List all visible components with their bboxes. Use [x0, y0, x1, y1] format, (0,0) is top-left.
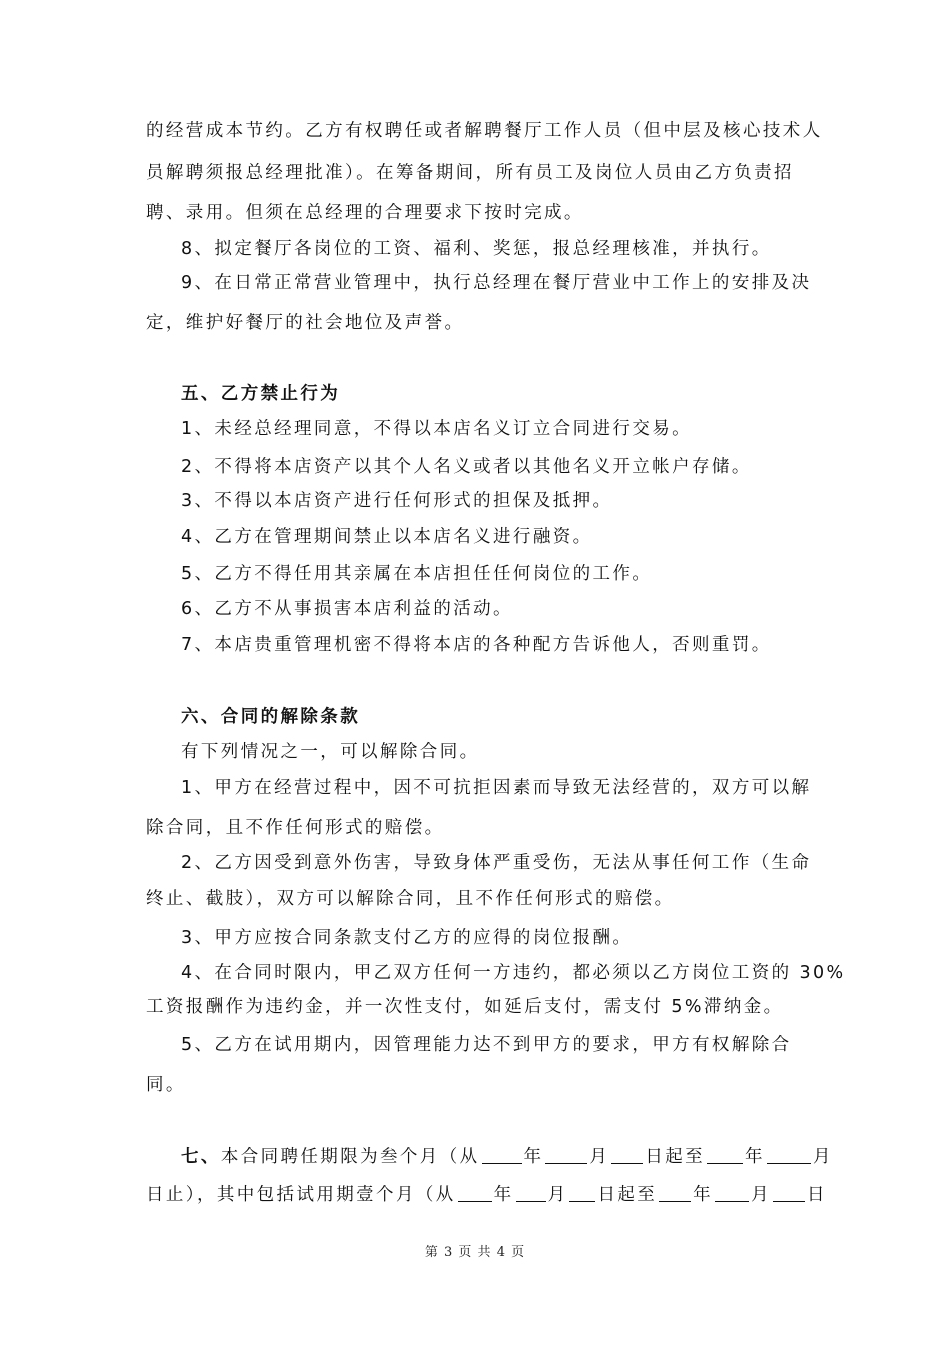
term-text: 年: [693, 1185, 714, 1205]
blank-field: [715, 1185, 749, 1202]
term-text: 月: [812, 1147, 833, 1167]
body-line: 的经营成本节约。乙方有权聘任或者解聘餐厅工作人员（但中层及核心技术人: [146, 121, 823, 141]
body-line: 聘、录用。但须在总经理的合理要求下按时完成。: [146, 203, 584, 223]
term-clause-line-1: [181, 1146, 833, 1168]
list-item: 6、乙方不从事损害本店利益的活动。: [181, 599, 513, 619]
list-item: 4、乙方在管理期间禁止以本店名义进行融资。: [181, 527, 593, 547]
blank-field: [773, 1185, 805, 1202]
blank-field: [545, 1147, 587, 1164]
list-item: 7、本店贵重管理机密不得将本店的各种配方告诉他人，否则重罚。: [181, 635, 772, 655]
term-text: 日起至: [597, 1185, 658, 1205]
term-text: 月: [589, 1147, 610, 1167]
blank-field: [659, 1185, 691, 1202]
blank-field: [707, 1147, 743, 1164]
body-line: 工资报酬作为违约金，并一次性支付，如延后支付，需支付 5%滞纳金。: [146, 997, 784, 1017]
list-item: 9、在日常正常营业管理中，执行总经理在餐厅营业中工作上的安排及决: [181, 273, 812, 293]
term-text: 年: [745, 1147, 765, 1167]
list-item: 5、乙方在试用期内，因管理能力达不到甲方的要求，甲方有权解除合: [181, 1035, 792, 1055]
term-text: 日起至: [645, 1147, 706, 1167]
term-clause-line-2: [146, 1184, 827, 1206]
term-text: 日: [806, 1185, 827, 1205]
page-footer: 第 3 页 共 4 页: [424, 1245, 526, 1260]
term-clause-number: 七、: [181, 1147, 221, 1167]
body-line: 同。: [146, 1075, 186, 1095]
term-text: 日止），其中包括试用期壹个月（从: [146, 1185, 456, 1205]
term-text: 年: [493, 1185, 514, 1205]
list-item: 4、在合同时限内，甲乙双方任何一方违约，都必须以乙方岗位工资的 30%: [181, 963, 846, 983]
body-line: 定，维护好餐厅的社会地位及声誉。: [146, 313, 465, 333]
term-text: 月: [751, 1185, 771, 1205]
section-heading: 五、乙方禁止行为: [181, 384, 341, 404]
list-item: 2、乙方因受到意外伤害，导致身体严重受伤，无法从事任何工作（生命: [181, 853, 812, 873]
body-line: 终止、截肢），双方可以解除合同，且不作任何形式的赔偿。: [146, 889, 675, 909]
term-text: 月: [547, 1185, 568, 1205]
list-item: 3、甲方应按合同条款支付乙方的应得的岗位报酬。: [181, 928, 633, 948]
list-item: 8、拟定餐厅各岗位的工资、福利、奖惩，报总经理核准，并执行。: [181, 239, 772, 259]
blank-field: [611, 1147, 643, 1164]
blank-field: [767, 1147, 811, 1164]
blank-field: [569, 1185, 595, 1202]
list-item: 1、未经总经理同意，不得以本店名义订立合同进行交易。: [181, 419, 693, 439]
list-item: 5、乙方不得任用其亲属在本店担任任何岗位的工作。: [181, 564, 653, 584]
list-item: 2、不得将本店资产以其个人名义或者以其他名义开立帐户存储。: [181, 457, 752, 477]
blank-field: [516, 1185, 546, 1202]
body-line: 除合同，且不作任何形式的赔偿。: [146, 818, 445, 838]
term-text: 年: [523, 1147, 544, 1167]
term-text: 本合同聘任期限为叁个月（从: [220, 1147, 480, 1167]
blank-field: [482, 1147, 522, 1164]
list-item: 1、甲方在经营过程中，因不可抗拒因素而导致无法经营的，双方可以解: [181, 778, 812, 798]
blank-field: [458, 1185, 492, 1202]
list-item: 3、不得以本店资产进行任何形式的担保及抵押。: [181, 491, 613, 511]
body-line: 员解聘须报总经理批准）。在筹备期间，所有员工及岗位人员由乙方负责招: [146, 163, 794, 183]
body-line: 有下列情况之一，可以解除合同。: [181, 742, 480, 762]
section-heading: 六、合同的解除条款: [181, 707, 361, 727]
